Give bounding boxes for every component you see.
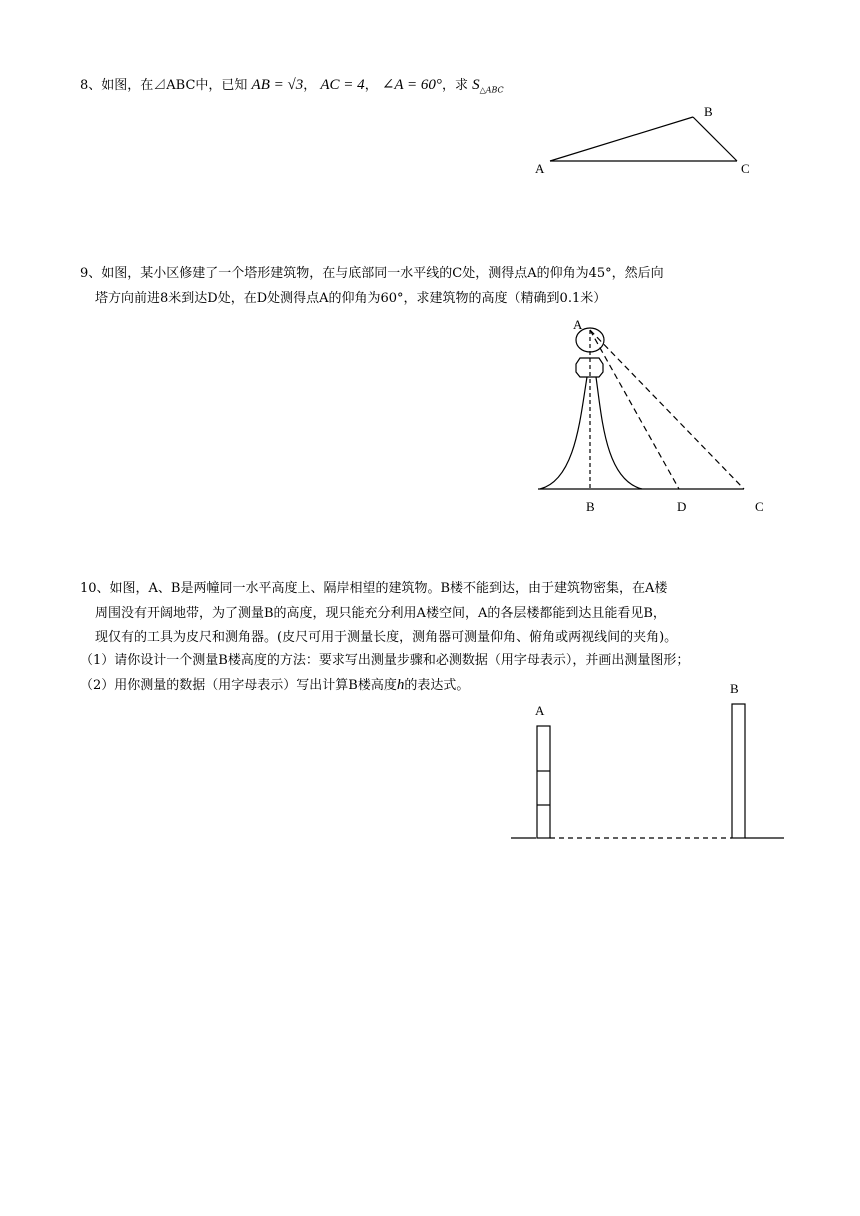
- q10-line5: [80, 676, 469, 695]
- label-b: B: [704, 104, 713, 119]
- label-building-b: B: [730, 681, 739, 696]
- q8-prefix: 8、如图，在⊿ABC中，已知: [80, 78, 248, 93]
- q8-ask: ，求: [441, 78, 468, 93]
- building-a: [537, 726, 550, 838]
- triangle-abc-figure: [550, 117, 737, 161]
- sightline-d: [590, 330, 679, 489]
- label-tower-a: A: [573, 317, 583, 332]
- sightline-c: [590, 330, 744, 489]
- q10-line2: 周围没有开阔地带，为了测量B的高度，现只能充分利用A楼空间，A的各层楼都能到达且能看见B，: [95, 606, 666, 621]
- q8-sep2: ，: [364, 78, 378, 93]
- q10-line3: 现仅有的工具为皮尺和测角器。(皮尺可用于测量长度，测角器可测量仰角、俯角或两视线间的夹角)。: [95, 630, 678, 645]
- q10-line4: （1）请你设计一个测量B楼高度的方法：要求写出测量步骤和必测数据（用字母表示），并画出测量图形；: [80, 653, 690, 668]
- tower-figure: [538, 328, 744, 489]
- label-c: C: [741, 161, 750, 176]
- q8-ab: AB = √3: [251, 77, 304, 93]
- building-b: [732, 704, 745, 838]
- q8-ac: AC = 4: [320, 77, 365, 93]
- side-ab: [550, 117, 693, 161]
- label-tower-d: D: [677, 499, 687, 514]
- q10-line1: 10、如图，A、B是两幢同一水平高度上、隔岸相望的建筑物。B楼不能到达，由于建筑物密集，在A楼: [80, 581, 668, 596]
- side-bc: [693, 117, 737, 161]
- tower-left-curve: [540, 377, 587, 489]
- buildings-figure: [511, 704, 784, 838]
- q10-line5-post: 的表达式。: [404, 678, 470, 693]
- label-a: A: [535, 161, 545, 176]
- label-building-a: A: [535, 703, 545, 718]
- q10-line5-pre: （2）用你测量的数据（用字母表示）写出计算B楼高度: [80, 678, 397, 693]
- q8-angle: ∠A = 60°: [381, 77, 442, 93]
- q10-h: h: [396, 677, 405, 693]
- q8-s: S: [472, 77, 480, 93]
- q9-line2: 塔方向前进8米到达D处，在D处测得点A的仰角为60°，求建筑物的高度（精确到0.1米）: [95, 291, 607, 306]
- q8-s-sub: △ABC: [479, 85, 504, 95]
- q9-line1: 9、如图，某小区修建了一个塔形建筑物，在与底部同一水平线的C处，测得点A的仰角为45°，然后向: [80, 266, 664, 281]
- tower-right-curve: [596, 377, 642, 489]
- label-tower-c: C: [755, 499, 764, 514]
- q8-sep1: ，: [303, 78, 317, 93]
- label-tower-b: B: [586, 499, 595, 514]
